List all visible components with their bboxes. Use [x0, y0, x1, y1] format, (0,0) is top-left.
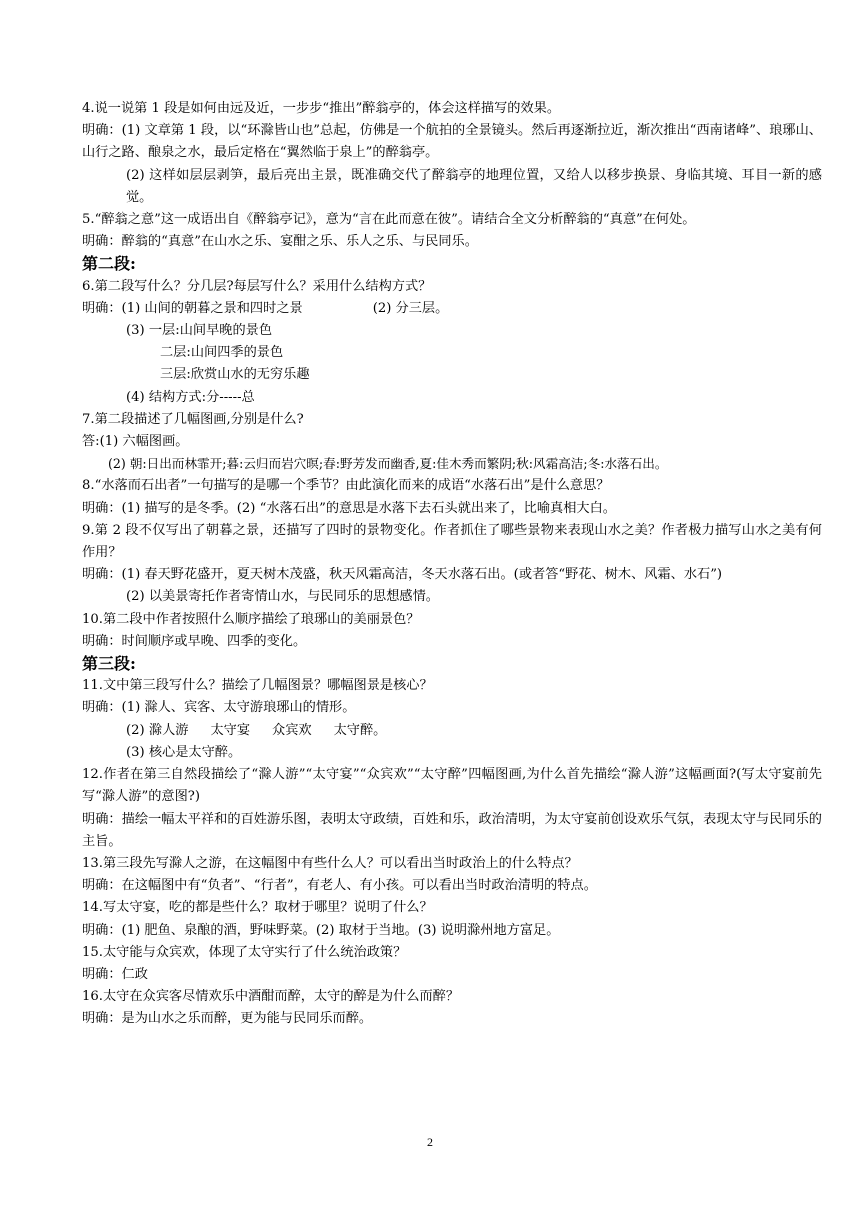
answer-11-part-2	[82, 720, 822, 742]
scene-item: 滁人游	[148, 722, 189, 738]
answer-6-part-b: (2) 分三层。	[372, 300, 449, 316]
scene-item: 太守宴	[210, 722, 251, 738]
question-4: 4.说一说第 1 段是如何由远及近，一步步“推出”醉翁亭的，体会这样描写的效果。	[82, 101, 561, 116]
answer-11-label: (2)	[126, 722, 145, 738]
answer-4-part-1: 明确：(1) 文章第 1 段，以“环滁皆山也”总起，仿佛是一个航拍的全景镜头。然后再逐渐拉近，渐次推出“西南诸峰”、琅琊山、山行之路、酿泉之水，最后定格在“翼然临于泉上”的醉翁亭。	[82, 123, 822, 161]
question-10: 10.第二段中作者按照什么顺序描绘了琅琊山的美丽景色？	[82, 611, 420, 627]
answer-9-part-1: 明确：(1) 春天野花盛开，夏天树木茂盛，秋天风霜高洁，冬天水落石出。(或者答“野花、树木、风霜、水石”)	[82, 567, 723, 583]
answer-15: 明确：仁政	[82, 966, 148, 982]
answer-12: 明确：描绘一幅太平祥和的百姓游乐图，表明太守政绩，百姓和乐，政治清明，为太守宴前创设欢乐气氛，表现太守与民同乐的主旨。	[82, 811, 822, 849]
question-16: 16.太守在众宾客尽情欢乐中酒酣而醉，太守的醉是为什么而醉？	[82, 989, 460, 1005]
answer-5: 明确：醉翁的“真意”在山水之乐、宴酣之乐、乐人之乐、与民同乐。	[82, 234, 478, 250]
question-9: 9.第 2 段不仅写出了朝暮之景，还描写了四时的景物变化。作者抓住了哪些景物来表现山水之美？作者极力描写山水之美有何作用？	[82, 522, 822, 561]
answer-10: 明确：时间顺序或早晚、四季的变化。	[82, 633, 307, 649]
question-6: 6.第二段写什么？分几层?每层写什么？采用什么结构方式？	[82, 278, 432, 294]
answer-6-part-a: 明确：(1) 山间的朝暮之景和四时之景	[82, 300, 303, 316]
question-13: 13.第三段先写滁人之游，在这幅图中有些什么人？可以看出当时政治上的什么特点？	[82, 855, 578, 871]
answer-7-part-2: (2) 朝:日出而林霏开;暮:云归而岩穴暝;春:野芳发而幽香,夏:佳木秀而繁阴;秋:风霜高洁;冬:水落石出。	[108, 456, 668, 472]
answer-11-part-1: 明确：(1) 滁人、宾客、太守游琅琊山的情形。	[82, 700, 356, 716]
answer-7-part-1: 答:(1) 六幅图画。	[82, 434, 189, 450]
scene-item: 太守醉。	[333, 722, 387, 738]
answer-13: 明确：在这幅图中有“负者”、“行者”，有老人、有小孩。可以看出当时政治清明的特点。	[82, 878, 597, 894]
answer-6-layer-2: 二层:山间四季的景色	[160, 345, 284, 361]
answer-9-part-2: (2) 以美景寄托作者寄情山水，与民同乐的思想感情。	[126, 589, 439, 605]
answer-11-part-3: (3) 核心是太守醉。	[126, 744, 242, 760]
answer-6-line-1	[82, 298, 822, 320]
question-8: 8.“水落而石出者”一句描写的是哪一个季节？由此演化而来的成语“水落石出”是什么意思？	[82, 478, 610, 494]
section-heading-2: 第二段:	[82, 254, 136, 274]
answer-8: 明确：(1) 描写的是冬季。(2) “水落石出”的意思是水落下去石头就出来了，比喻真相大白。	[82, 500, 616, 516]
question-5: 5.“醉翁之意”这一成语出自《醉翁亭记》，意为“言在此而意在彼”。请结合全文分析醉翁的“真意”在何处。	[82, 212, 696, 228]
question-7: 7.第二段描述了几幅图画,分别是什么?	[82, 411, 304, 427]
question-14: 14.写太守宴，吃的都是些什么？取材于哪里？说明了什么？	[82, 900, 433, 916]
question-12: 12.作者在第三自然段描绘了“滁人游”“太守宴”“众宾欢”“太守醉”四幅图画,为什么首先描绘“滁人游”这幅画面?(写太守宴前先写“滁人游”的意图?)	[82, 767, 822, 805]
question-11: 11.文中第三段写什么？描绘了几幅图景？哪幅图景是核心？	[82, 678, 433, 694]
document-body	[82, 98, 822, 1031]
scene-item: 众宾欢	[272, 722, 312, 738]
question-15: 15.太守能与众宾欢，体现了太守实行了什么统治政策？	[82, 944, 407, 960]
answer-6-structure: (4) 结构方式:分-----总	[126, 389, 255, 405]
answer-14: 明确：(1) 肥鱼、泉酿的酒，野味野菜。(2) 取材于当地。(3) 说明滁州地方富足。	[82, 922, 560, 938]
page-number: 2	[427, 1135, 433, 1149]
answer-6-layer-3: 三层:欣赏山水的无穷乐趣	[160, 367, 310, 383]
answer-4-part-2: (2) 这样如层层剥笋，最后亮出主景，既准确交代了醉翁亭的地理位置，又给人以移步换景、身临其境、耳目一新的感觉。	[126, 167, 822, 205]
answer-16: 明确：是为山水之乐而醉，更为能与民同乐而醉。	[82, 1011, 373, 1027]
answer-6-layer-1: (3) 一层:山间早晚的景色	[126, 323, 273, 339]
section-heading-3: 第三段:	[82, 654, 136, 674]
